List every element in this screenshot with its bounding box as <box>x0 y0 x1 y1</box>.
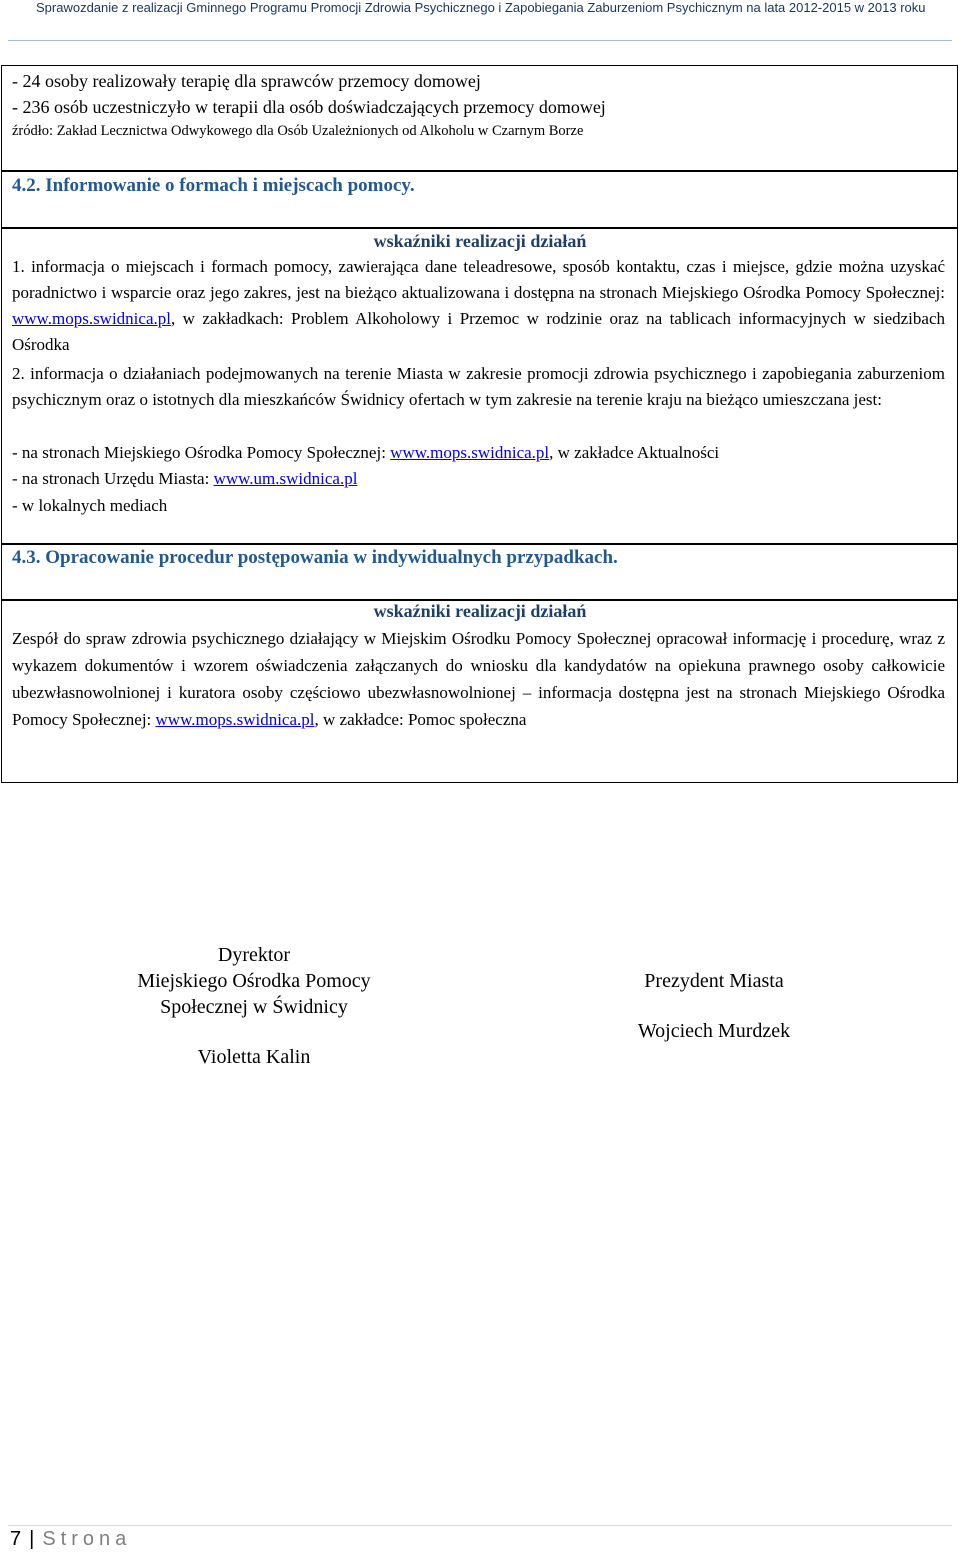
director-org-line-2: Społecznej w Świdnicy <box>160 996 348 1018</box>
header-rule <box>8 40 952 41</box>
um-link[interactable]: www.um.swidnica.pl <box>213 469 358 488</box>
page-word: Strona <box>42 1528 132 1550</box>
section-42-item-2: 2. informacja o działaniach podejmowanych na terenie Miasta w zakresie promocji zdrowia psychicznego i zapobiegania zaburzeniom psychicznym oraz o istotnych dla mieszkańców Świdnicy ofertach w tym zakresie na terenie kraju na bieżąco umieszczana jest: <box>12 364 945 409</box>
page-footer <box>10 1528 131 1551</box>
mops-link[interactable]: www.mops.swidnica.pl <box>12 309 171 328</box>
section-42-bullet-um: - na stronach Urzędu Miasta: www.um.swidnica.pl <box>12 469 358 488</box>
director-name: Violetta Kalin <box>197 1046 311 1068</box>
footer-separator: | <box>29 1528 35 1550</box>
therapy-victims-line: - 236 osób uczestniczyło w terapii dla osób doświadczających przemocy domowej <box>12 97 606 117</box>
section-42-heading: 4.2. Informowanie o formach i miejscach pomocy. <box>12 175 415 196</box>
header-title: Sprawozdanie z realizacji Gminnego Programu Promocji Zdrowia Psychicznego i Zapobiegania Zaburzeniom Psychicznym na lata 2012-2015 w 2013 roku <box>36 0 926 15</box>
source-line: źródło: Zakład Lecznictwa Odwykowego dla Osób Uzależnionych od Alkoholu w Czarnym Borze <box>12 123 584 139</box>
footer-rule <box>8 1525 952 1526</box>
director-org-line-1: Miejskiego Ośrodka Pomocy <box>137 970 371 992</box>
section-42-bullet-mops: - na stronach Miejskiego Ośrodka Pomocy Społecznej: www.mops.swidnica.pl, w zakładce Aktualności <box>12 443 720 462</box>
mayor-title: Prezydent Miasta <box>644 970 784 992</box>
signature-right <box>564 968 864 1044</box>
section-42-bullet-media: - w lokalnych mediach <box>12 496 168 515</box>
mops-link[interactable]: www.mops.swidnica.pl <box>155 710 315 729</box>
section-42-indicators-label: wskaźniki realizacji działań <box>373 231 587 251</box>
section-43-heading: 4.3. Opracowanie procedur postępowania w indywidualnych przypadkach. <box>12 547 618 568</box>
mayor-name: Wojciech Murdzek <box>637 1020 791 1042</box>
page-number: 7 <box>10 1528 22 1550</box>
section-42-item-1: 1. informacja o miejscach i formach pomocy, zawierająca dane teleadresowe, sposób kontaktu, czas i miejsce, gdzie można uzyskać poradnictwo i wsparcie oraz jego zakres, jest na bieżąco aktualizowana i dostępna na stronach Miejskiego Ośrodka Pomocy Społecznej: www.mops.swidnica.pl, w zakładkach: Problem Alkoholowy i Przemoc w rodzinie oraz na tablicach informacyjnych w siedzibach Ośrodka <box>12 257 945 354</box>
therapy-perpetrators-line: - 24 osoby realizowały terapię dla sprawców przemocy domowej <box>12 71 481 91</box>
director-title: Dyrektor <box>217 944 291 966</box>
section-43-body: Zespół do spraw zdrowia psychicznego działający w Miejskim Ośrodku Pomocy Społecznej opracował informację i procedurę, wraz z wykazem dokumentów i wzorem oświadczenia załączanych do wniosku dla kandydatów na opiekuna prawnego osoby całkowicie ubezwłasnowolnionej i kuratora osoby częściowo ubezwłasnowolnionej – informacja dostępna jest na stronach Miejskiego Ośrodka Pomocy Społecznej: www.mops.swidnica.pl, w zakładce: Pomoc społeczna <box>12 629 945 729</box>
signature-left <box>104 942 404 1070</box>
mops-link[interactable]: www.mops.swidnica.pl <box>390 443 550 462</box>
section-43-indicators-label: wskaźniki realizacji działań <box>373 601 587 621</box>
page-header <box>0 0 960 38</box>
